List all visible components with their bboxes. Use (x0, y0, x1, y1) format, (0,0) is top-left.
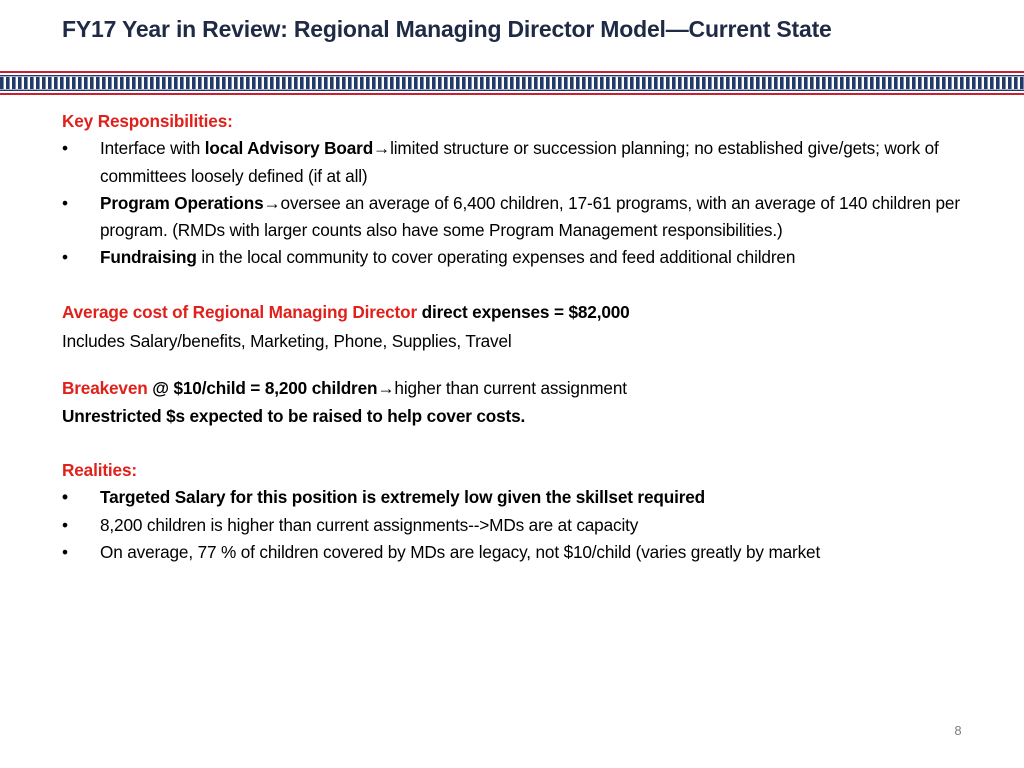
cost-includes: Includes Salary/benefits, Marketing, Phone, Supplies, Travel (62, 331, 512, 352)
right-arrow-icon: → (263, 192, 281, 213)
bullet-icon: • (62, 138, 68, 159)
bullet-icon: • (62, 487, 68, 508)
slide-title: FY17 Year in Review: Regional Managing Director Model—Current State (62, 16, 832, 42)
realities-list (62, 484, 962, 566)
slide-body (62, 108, 962, 566)
realities-heading: Realities: (62, 459, 137, 480)
decorative-stripe-banner (0, 71, 1024, 95)
list-item: • Program Operations→oversee an average of 6,400 children, 17-61 programs, with an average of 140 children per program. (RMDs with larger counts also have some Program Management responsibilities.) (62, 190, 962, 245)
list-item: • Fundraising in the local community to cover operating expenses and feed additional children (62, 244, 962, 271)
bullet-icon: • (62, 192, 68, 213)
bullet-icon: • (62, 247, 68, 268)
list-item: • Targeted Salary for this position is extremely low given the skillset required (62, 484, 962, 511)
list-item: • On average, 77 % of children covered by MDs are legacy, not $10/child (varies greatly by market (62, 539, 962, 566)
cost-line: Average cost of Regional Managing Director direct expenses = $82,000 (62, 301, 630, 322)
key-responsibilities-heading: Key Responsibilities: (62, 111, 233, 131)
bullet-icon: • (62, 514, 68, 535)
key-responsibilities-list (62, 135, 962, 271)
unrestricted-funds-note: Unrestricted $s expected to be raised to help cover costs. (62, 405, 526, 426)
right-arrow-icon: → (377, 378, 395, 399)
list-item: • Interface with local Advisory Board→limited structure or succession planning; no established give/gets; work of committees loosely defined (if at all) (62, 135, 962, 190)
breakeven-line: Breakeven @ $10/child = 8,200 children→higher than current assignment (62, 378, 627, 399)
bullet-icon: • (62, 541, 68, 562)
page-number: 8 (954, 723, 962, 738)
right-arrow-icon: → (373, 138, 391, 159)
list-item: • 8,200 children is higher than current assignments-->MDs are at capacity (62, 512, 962, 539)
